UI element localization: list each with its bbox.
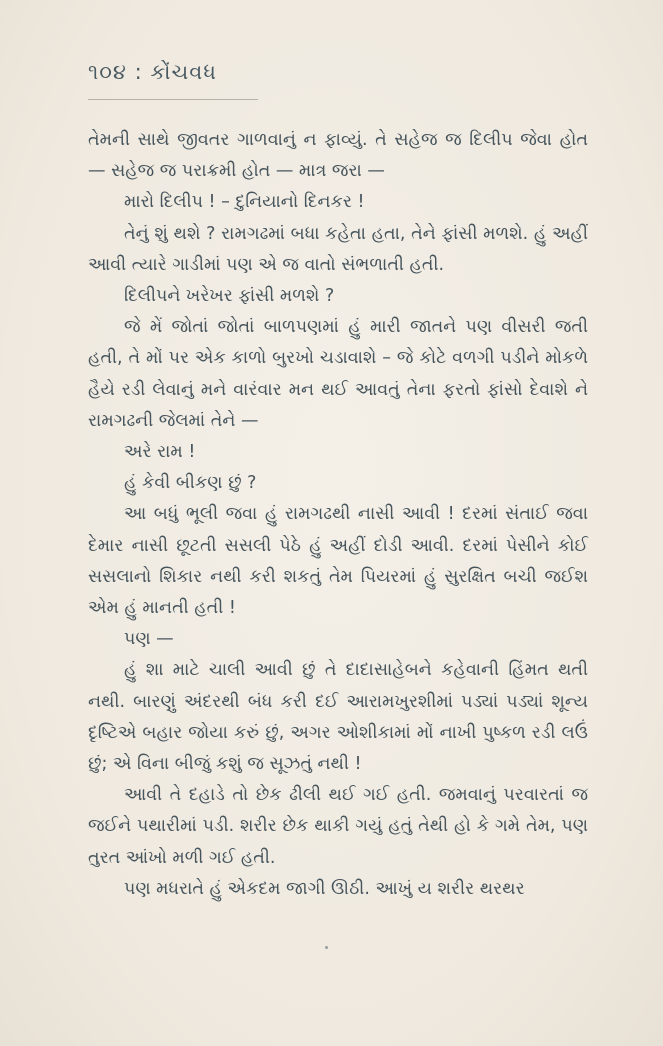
paragraph: હું કેવી બીકણ છું ? [124, 473, 257, 494]
paragraph: આ બધું ભૂલી જવા હું રામગઢથી નાસી આવી ! દરમાં સંતાઈ જવા દેમાર નાસી છૂટતી સસલી પેઠે હું અહીં દોડી આવી. દરમાં પેસીને કોઈ સસલાનો શિકાર નથી કરી શકતું તેમ પિયરમાં હું સુરક્ષિત બચી જઈશ એમ હું માનતી હતી ! [88, 504, 588, 619]
page-speck [325, 946, 328, 949]
paragraph: તેમની સાથે જીવતર ગાળવાનું ન ફાવ્યું. તે સહેજ જ દિલીપ જેવા હોત — સહેજ જ પરાક્રમી હોત — માત્ર જરા — [88, 130, 588, 182]
paragraph: મારો દિલીપ ! – દુનિયાનો દિનકર ! [124, 192, 365, 213]
running-head: ૧૦૪ : કોંચવધ [88, 60, 217, 84]
body-text [88, 125, 588, 905]
paragraph: દિલીપને ખરેખર ફાંસી મળશે ? [124, 286, 335, 307]
paragraph: પણ — [124, 629, 174, 650]
paragraph: આવી તે દહાડે તો છેક ઢીલી થઈ ગઈ હતી. જમવાનું પરવારતાં જ જઈને પથારીમાં પડી. શરીર છેક થાકી ગયું હતું તેથી હો કે ગમે તેમ, પણ તુરત આંખો મળી ગઈ હતી. [88, 785, 588, 868]
paragraph: અરે રામ ! [124, 442, 196, 463]
paragraph: પણ મધરાતે હું એકદમ જાગી ઊઠી. આખું ય શરીર થરથર [124, 878, 525, 899]
paragraph: જે મેં જોતાં જોતાં બાળપણમાં હું મારી જાતને પણ વીસરી જતી હતી, તે મોં પર એક કાળો બુરખો ચડાવાશે – જે કોટે વળગી પડીને મોકળે હૈયે રડી લેવાનું મને વારંવાર મન થઈ આવતું તેના ફરતો ફાંસો દેવાશે ને રામગઢની જેલમાં તેને — [88, 317, 588, 431]
paragraph: હું શા માટે ચાલી આવી છું તે દાદાસાહેબને કહેવાની હિંમત થતી નથી. બારણું અંદરથી બંધ કરી દઈ આરામખુરશીમાં પડ્યાં પડ્યાં શૂન્ય દૃષ્ટિએ બહાર જોયા કરું છું, અગર ઓશીકામાં મોં નાખી પુષ્કળ રડી લઉં છું; એ વિના બીજું કશું જ સૂઝતું નથી ! [88, 660, 588, 775]
paragraph: તેનું શું થશે ? રામગઢમાં બધા કહેતા હતા, તેને ફાંસી મળશે. હું અહીં આવી ત્યારે ગાડીમાં પણ એ જ વાતો સંભળાતી હતી. [88, 223, 588, 275]
header-rule [88, 99, 258, 100]
